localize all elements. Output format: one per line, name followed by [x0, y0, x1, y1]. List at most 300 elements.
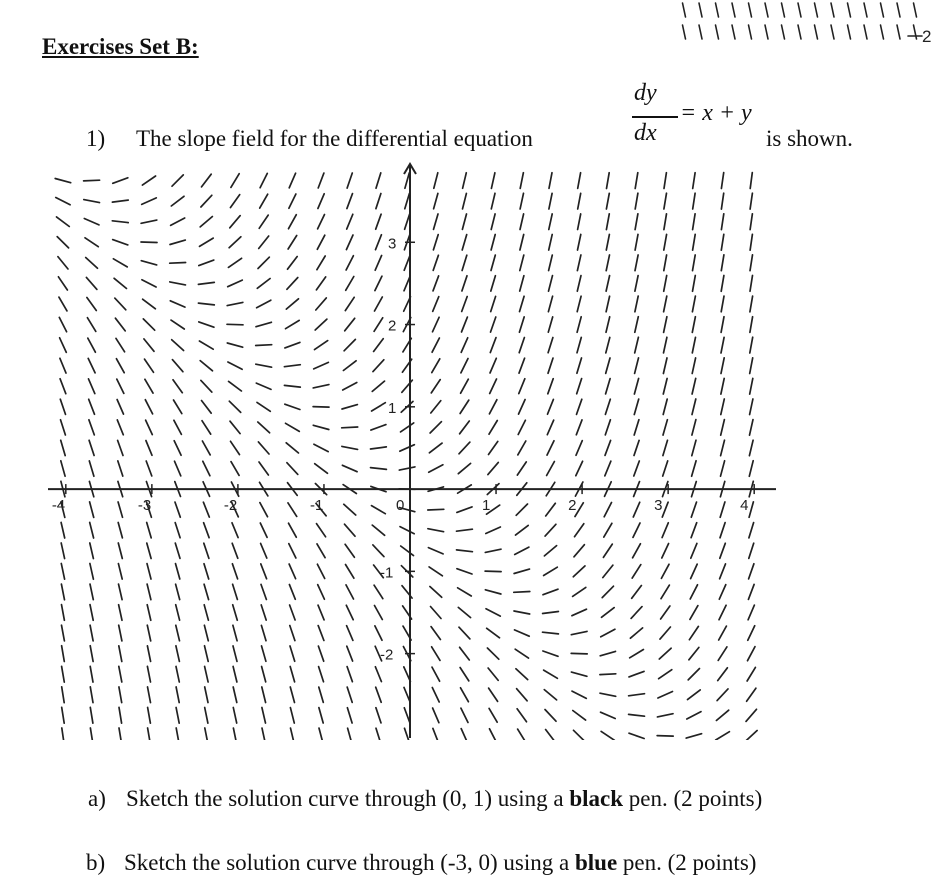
slope-segment — [746, 709, 757, 721]
slope-segment — [604, 503, 611, 517]
slope-segment — [87, 298, 96, 311]
slope-segment — [692, 399, 696, 415]
slope-segment — [721, 193, 723, 209]
slope-segment — [261, 605, 266, 620]
slope-segment — [317, 524, 326, 537]
slope-segment — [374, 339, 384, 352]
slope-segment — [719, 626, 727, 640]
slope-segment — [663, 440, 668, 455]
slope-segment — [233, 708, 236, 724]
slope-segment — [520, 193, 523, 209]
slope-segment — [89, 440, 94, 455]
slope-segment — [606, 234, 609, 250]
slope-segment — [485, 571, 501, 572]
slope-segment — [664, 173, 666, 189]
slope-segment — [544, 690, 556, 700]
slope-segment — [375, 606, 383, 620]
slope-segment — [514, 611, 530, 614]
slope-segment — [602, 586, 613, 597]
slope-segment — [692, 440, 696, 456]
slope-segment — [90, 543, 94, 559]
slope-segment — [631, 607, 642, 619]
slope-segment — [432, 338, 439, 352]
slope-segment — [691, 523, 697, 538]
slope-segment — [376, 687, 382, 702]
slope-segment — [260, 194, 268, 208]
slope-segment — [546, 730, 556, 741]
slope-segment — [657, 714, 673, 717]
slope-segment — [204, 625, 208, 641]
slope-segment — [147, 666, 150, 682]
slope-segment — [663, 461, 668, 476]
slope-segment — [56, 198, 70, 205]
slope-segment — [433, 276, 439, 291]
slope-segment — [119, 584, 123, 600]
slope-segment — [606, 296, 610, 312]
slope-segment — [606, 193, 609, 209]
slope-segment — [688, 690, 701, 700]
slope-segment — [549, 235, 553, 251]
slope-segment — [202, 441, 210, 455]
slope-segment — [89, 420, 94, 435]
slope-segment — [147, 564, 151, 580]
slope-segment — [399, 467, 415, 470]
slope-segment — [118, 502, 122, 517]
slope-segment — [664, 337, 667, 353]
slope-segment — [630, 628, 642, 638]
slope-segment — [233, 605, 238, 620]
slope-segment — [261, 564, 267, 579]
slope-segment — [232, 564, 237, 579]
x-tick-label: -1 — [309, 497, 324, 515]
slope-segment — [60, 399, 65, 414]
slope-segment — [431, 401, 441, 413]
slope-segment — [572, 691, 586, 698]
slope-segment — [256, 345, 272, 346]
fragment-segment — [749, 3, 752, 17]
slope-segment — [489, 688, 498, 701]
slope-segment — [345, 297, 354, 310]
slope-segment — [372, 381, 384, 391]
slope-segment — [750, 255, 753, 271]
slope-segment — [519, 379, 525, 394]
slope-segment — [691, 564, 698, 579]
slope-segment — [227, 343, 242, 347]
slope-segment — [548, 317, 552, 332]
fragment-segment — [815, 3, 818, 17]
slope-segment — [433, 317, 440, 332]
slope-segment — [577, 337, 581, 352]
slope-segment — [145, 379, 153, 393]
slope-segment — [175, 543, 180, 558]
slope-segment — [200, 238, 214, 246]
slope-segment — [372, 403, 386, 411]
slope-segment — [634, 440, 639, 455]
slope-segment — [231, 441, 240, 454]
slope-segment — [721, 173, 723, 189]
slope-segment — [62, 605, 65, 621]
fragment-segment — [782, 25, 785, 39]
slope-segment — [578, 193, 581, 209]
slope-segment — [430, 587, 442, 598]
part-b-text: Sketch the solution curve through (-3, 0) using a — [124, 850, 570, 875]
slope-segment — [571, 672, 587, 676]
slope-segment — [61, 461, 65, 476]
fragment-segment — [815, 25, 818, 39]
slope-segment — [545, 710, 556, 722]
x-tick-label: 0 — [396, 497, 405, 515]
slope-segment — [288, 257, 298, 270]
slope-segment — [58, 277, 67, 290]
slope-segment — [721, 214, 723, 230]
fragment-segment — [897, 3, 900, 17]
slope-segment — [84, 219, 99, 225]
slope-segment — [749, 564, 754, 579]
slope-segment — [318, 626, 324, 641]
slope-segment — [232, 523, 238, 538]
slope-segment — [606, 255, 609, 271]
slope-segment — [230, 421, 240, 433]
slope-segment — [262, 708, 266, 724]
slope-segment — [635, 276, 638, 292]
slope-segment — [347, 214, 353, 229]
slope-segment — [461, 359, 468, 373]
slope-segment — [661, 606, 670, 619]
slope-segment — [231, 174, 239, 188]
slope-segment — [606, 317, 610, 333]
slope-segment — [347, 626, 353, 641]
slope-segment — [233, 584, 238, 599]
slope-segment — [749, 461, 753, 477]
slope-segment — [57, 217, 70, 227]
partial-slope-field-fragment — [676, 0, 934, 53]
slope-segment — [603, 544, 612, 557]
slope-segment — [141, 242, 157, 243]
part-a-points: pen. (2 points) — [628, 786, 763, 811]
slope-segment — [485, 549, 501, 552]
slope-segment — [519, 338, 524, 353]
slope-segment — [514, 569, 529, 573]
slope-segment — [346, 585, 354, 599]
slope-segment — [434, 214, 439, 229]
slope-segment — [119, 666, 122, 682]
slope-segment — [148, 707, 151, 723]
slope-segment — [431, 627, 440, 640]
part-b-pen-color: blue — [574, 850, 618, 875]
slope-segment — [405, 728, 410, 740]
y-tick-label: 3 — [388, 235, 397, 253]
slope-segment — [313, 407, 329, 408]
slope-segment — [573, 587, 586, 596]
slope-segment — [543, 632, 559, 634]
slope-segment — [174, 420, 182, 434]
slope-segment — [176, 687, 179, 703]
slope-segment — [230, 195, 239, 208]
slope-segment — [400, 445, 415, 452]
slope-segment — [141, 261, 156, 265]
slope-segment — [118, 440, 123, 455]
fragment-segment — [881, 25, 884, 39]
slope-segment — [517, 709, 526, 722]
slope-segment — [544, 546, 556, 556]
slope-segment — [176, 605, 180, 621]
slope-segment — [547, 420, 553, 435]
y-tick-label: 2 — [388, 317, 397, 335]
slope-segment — [229, 237, 241, 248]
slope-segment — [371, 425, 386, 431]
slope-segment — [373, 545, 384, 557]
slope-segment — [692, 358, 695, 374]
slope-segment — [90, 666, 93, 682]
slope-segment — [173, 380, 182, 393]
slope-segment — [261, 625, 266, 640]
slope-segment — [632, 565, 641, 579]
slope-segment — [230, 216, 240, 228]
slope-segment — [750, 358, 753, 374]
slope-segment — [348, 728, 352, 740]
slope-segment — [486, 527, 501, 534]
slope-segment — [289, 564, 296, 579]
fragment-segment — [914, 25, 917, 39]
slope-segment — [119, 646, 122, 662]
slope-segment — [290, 626, 295, 641]
slope-segment — [429, 465, 443, 472]
slope-segment — [313, 425, 329, 429]
slope-segment — [461, 379, 469, 393]
slope-segment — [87, 318, 95, 332]
slope-segment — [176, 666, 179, 682]
slope-segment — [518, 729, 526, 740]
slope-segment — [748, 605, 754, 620]
slope-segment — [662, 544, 669, 559]
slope-segment — [689, 626, 698, 639]
slope-segment — [719, 605, 726, 619]
slope-segment — [176, 728, 179, 740]
slope-segment — [205, 666, 209, 682]
slope-segment — [372, 506, 386, 514]
slope-segment — [490, 358, 496, 373]
slope-segment — [201, 380, 212, 392]
slope-segment — [486, 609, 500, 616]
slope-segment — [145, 359, 154, 372]
part-b-label: b) — [86, 850, 106, 875]
slope-segment — [457, 569, 472, 574]
slope-segment — [431, 380, 440, 393]
slope-segment — [119, 625, 122, 641]
slope-segment — [548, 379, 553, 394]
slope-segment — [692, 296, 695, 312]
fragment-segment — [798, 25, 801, 39]
slope-segment — [577, 296, 581, 312]
slope-segment — [286, 320, 300, 328]
slope-segment — [342, 446, 358, 449]
fragment-segment — [699, 3, 702, 17]
slope-segment — [170, 282, 186, 285]
slope-segment — [176, 625, 180, 641]
slope-segment — [721, 461, 725, 476]
slope-segment — [548, 358, 553, 373]
slope-segment — [375, 667, 381, 682]
slope-field-plot — [40, 160, 780, 745]
slope-segment — [603, 565, 613, 578]
slope-segment — [543, 651, 558, 656]
slope-segment — [290, 687, 294, 703]
slope-segment — [60, 338, 67, 353]
slope-segment — [573, 711, 586, 721]
slope-segment — [491, 235, 495, 251]
slope-segment — [487, 628, 500, 638]
slope-segment — [690, 585, 697, 599]
slope-segment — [90, 522, 94, 538]
slope-segment — [432, 688, 439, 703]
slope-segment — [90, 625, 93, 641]
slope-segment — [664, 296, 667, 312]
slope-segment — [345, 544, 354, 557]
slope-segment — [119, 605, 122, 621]
slope-segment — [633, 502, 639, 517]
slope-segment — [376, 194, 381, 209]
slope-segment — [371, 447, 387, 449]
slope-segment — [319, 728, 323, 740]
slope-segment — [89, 399, 95, 414]
slope-segment — [604, 523, 612, 537]
slope-segment — [144, 339, 154, 351]
slope-segment — [574, 545, 584, 557]
slope-segment — [171, 320, 184, 329]
slope-segment — [146, 461, 152, 476]
slope-segment — [461, 688, 469, 702]
slope-segment — [116, 338, 125, 351]
fragment-axis-label: 2 — [922, 27, 932, 46]
slope-segment — [750, 214, 752, 230]
slope-segment — [147, 523, 152, 538]
slope-segment — [517, 689, 528, 701]
slope-segment — [59, 317, 66, 331]
slope-segment — [405, 173, 409, 188]
slope-segment — [119, 728, 122, 740]
slope-segment — [433, 235, 438, 250]
slope-segment — [115, 318, 125, 331]
slope-segment — [491, 255, 495, 270]
slope-segment — [428, 548, 443, 554]
slope-segment — [84, 200, 100, 203]
slope-segment — [317, 564, 324, 578]
slope-segment — [84, 180, 100, 181]
slope-segment — [371, 468, 387, 470]
slope-segment — [721, 337, 724, 353]
slope-segment — [664, 234, 667, 250]
slope-segment — [55, 179, 70, 183]
slope-segment — [718, 668, 728, 681]
fragment-svg — [676, 0, 934, 48]
slope-segment — [548, 338, 553, 353]
slope-segment — [629, 733, 644, 738]
slope-segment — [460, 400, 469, 413]
slope-segment — [143, 299, 156, 309]
slope-segment — [198, 303, 214, 305]
x-tick-label: 1 — [482, 497, 491, 515]
slope-segment — [148, 687, 151, 703]
question-number: 1) — [86, 126, 106, 151]
slope-segment — [745, 731, 757, 741]
slope-segment — [113, 259, 127, 267]
slope-segment — [490, 729, 497, 740]
slope-segment — [262, 667, 266, 682]
slope-segment — [520, 214, 524, 230]
slope-segment — [519, 358, 525, 373]
slope-segment — [601, 712, 616, 718]
slope-segment — [660, 627, 670, 639]
slope-segment — [90, 564, 94, 580]
fragment-segment — [881, 3, 884, 17]
slope-segment — [462, 255, 467, 270]
slope-segment — [461, 708, 468, 722]
slope-segment — [463, 193, 467, 209]
slope-segment — [578, 234, 581, 250]
slope-segment — [458, 463, 470, 473]
slope-segment — [119, 707, 122, 723]
slope-segment — [118, 523, 122, 538]
slope-segment — [256, 383, 271, 389]
slope-segment — [488, 668, 498, 680]
slope-segment — [688, 669, 699, 680]
slope-segment — [576, 441, 582, 456]
slope-segment — [227, 324, 243, 325]
slope-segment — [693, 234, 696, 250]
slope-segment — [434, 173, 438, 189]
slope-segment — [142, 176, 155, 185]
slope-segment — [491, 214, 495, 230]
slope-segment — [693, 255, 696, 271]
slope-segment — [376, 708, 381, 723]
slope-segment — [374, 585, 383, 598]
x-tick-label: 2 — [568, 497, 577, 515]
fragment-segment — [765, 25, 768, 39]
slope-segment — [315, 319, 327, 330]
slope-segment — [635, 317, 639, 333]
slope-segment — [520, 173, 523, 189]
slope-segment — [747, 688, 756, 701]
slope-segment — [462, 297, 468, 312]
slope-segment — [289, 215, 297, 229]
slope-segment — [170, 263, 186, 264]
slope-segment — [170, 301, 185, 307]
slope-segment — [199, 322, 214, 327]
slope-segment — [721, 234, 724, 250]
slope-segment — [693, 276, 696, 292]
slope-segment — [433, 708, 439, 723]
slope-segment — [692, 337, 695, 353]
slope-segment — [664, 317, 667, 333]
slope-segment — [405, 214, 410, 229]
slope-segment — [750, 337, 753, 353]
slope-segment — [457, 507, 472, 513]
slope-segments — [55, 173, 757, 740]
slope-segment — [657, 736, 673, 737]
slope-segment — [519, 317, 524, 332]
slope-segment — [284, 385, 300, 387]
slope-segment — [577, 276, 581, 292]
slope-segment — [574, 730, 585, 740]
slope-segment — [172, 360, 183, 372]
slope-segment — [686, 734, 701, 738]
slope-segment — [347, 687, 352, 702]
slope-segment — [258, 442, 269, 454]
slope-segment — [630, 650, 644, 658]
slope-segment — [485, 590, 501, 594]
slope-segment — [375, 626, 382, 640]
slope-segment — [260, 173, 267, 187]
